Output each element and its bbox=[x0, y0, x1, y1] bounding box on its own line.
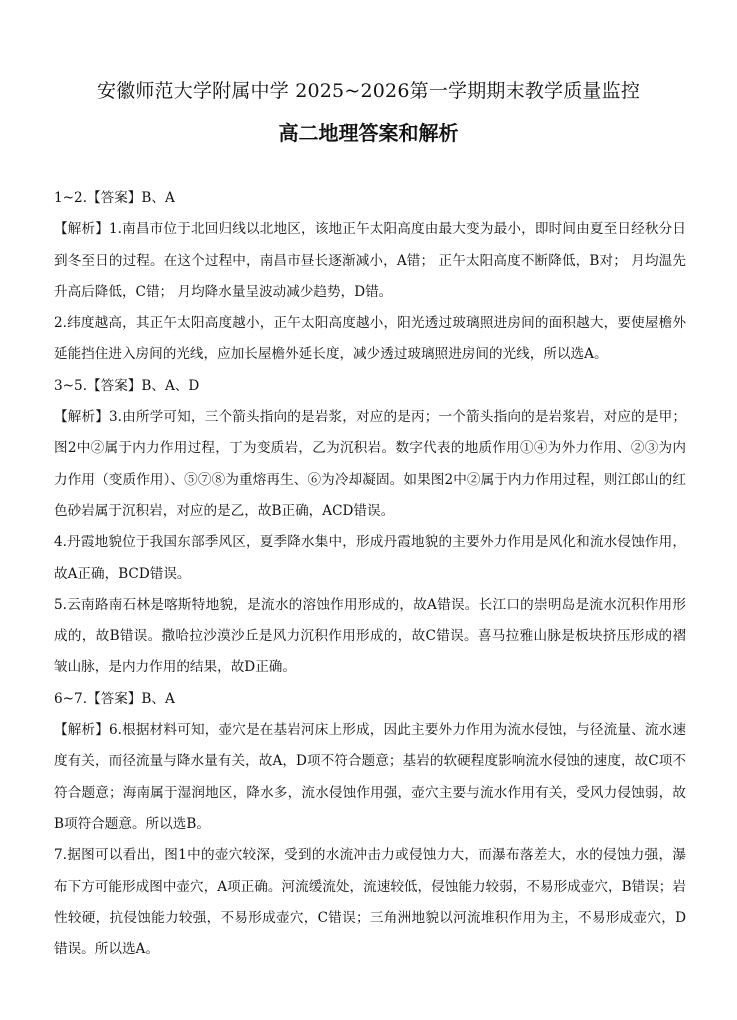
document-title: 安徽师范大学附属中学 2025~2026第一学期期末教学质量监控 bbox=[96, 80, 641, 102]
document-subtitle: 高二地理答案和解析 bbox=[278, 121, 459, 145]
answer-content bbox=[54, 183, 686, 965]
analysis-q3: 【解析】3.由所学可知，三个箭头指向的是岩浆，对应的是丙；一个箭头指向的是岩浆岩，对应的是甲；图2中②属于内力作用过程，丁为变质岩，乙为沉积岩。数字代表的地质作用①④为外力作用、②③为内力作用（变质作用）、⑤⑦⑧为重熔再生、⑥为冷却凝固。如果图2中②属于内力作用过程，则江郎山的红色砂岩属于沉积岩，对应的是乙，故B正确，ACD错误。 bbox=[54, 409, 686, 519]
analysis-q2: 2.纬度越高，其正午太阳高度越小，正午太阳高度越小，阳光透过玻璃照进房间的面积越大，要使屋檐外延能挡住进入房间的光线，应加长屋檐外延长度，减少透过玻璃照进房间的光线，所以选A。 bbox=[54, 315, 686, 363]
analysis-q7: 7.据图可以看出，图1中的壶穴较深，受到的水流冲击力或侵蚀力大，而瀑布落差大，水的侵蚀力强，瀑布下方可能形成图中壶穴，A项正确。河流缓流处，流速较低，侵蚀能力较弱，不易形成壶穴，B错误；岩性较硬，抗侵蚀能力较强，不易形成壶穴，C错误；三角洲地貌以河流堆积作用为主，不易形成壶穴，D错误。所以选A。 bbox=[54, 847, 686, 958]
analysis-q5: 5.云南路南石林是喀斯特地貌，是流水的溶蚀作用形成的，故A错误。长江口的崇明岛是流水沉积作用形成的，故B错误。撒哈拉沙漠沙丘是风力沉积作用形成的，故C错误。喜马拉雅山脉是板块挤压形成的褶皱山脉，是内力作用的结果，故D正确。 bbox=[54, 596, 686, 676]
analysis-q4: 4.丹霞地貌位于我国东部季风区，夏季降水集中，形成丹霞地貌的主要外力作用是风化和流水侵蚀作用，故A正确，BCD错误。 bbox=[54, 534, 686, 582]
answer-heading-6-7: 6~7.【答案】B、A bbox=[54, 690, 175, 707]
answer-heading-1-2: 1~2.【答案】B、A bbox=[54, 190, 175, 206]
answer-heading-3-5: 3~5.【答案】B、A、D bbox=[54, 377, 200, 394]
analysis-q6: 【解析】6.根据材料可知，壶穴是在基岩河床上形成，因此主要外力作用为流水侵蚀，与径流量、流水速度有关，而径流量与降水量有关，故A，D项不符合题意；基岩的软硬程度影响流水侵蚀的速度，故C项不符合题意；海南属于湿润地区，降水多，流水侵蚀作用强，壶穴主要与流水作用有关，受风力侵蚀弱，故B项符合题意。所以选B。 bbox=[54, 722, 686, 832]
analysis-q1: 【解析】1.南昌市位于北回归线以北地区，该地正午太阳高度由最大变为最小，即时间由夏至日经秋分日到冬至日的过程。在这个过程中，南昌市昼长逐渐减小，A错； 正午太阳高度不断降低，B对； 月均温先升高后降低，C错； 月均降水量呈波动减少趋势，D错。 bbox=[54, 221, 686, 300]
